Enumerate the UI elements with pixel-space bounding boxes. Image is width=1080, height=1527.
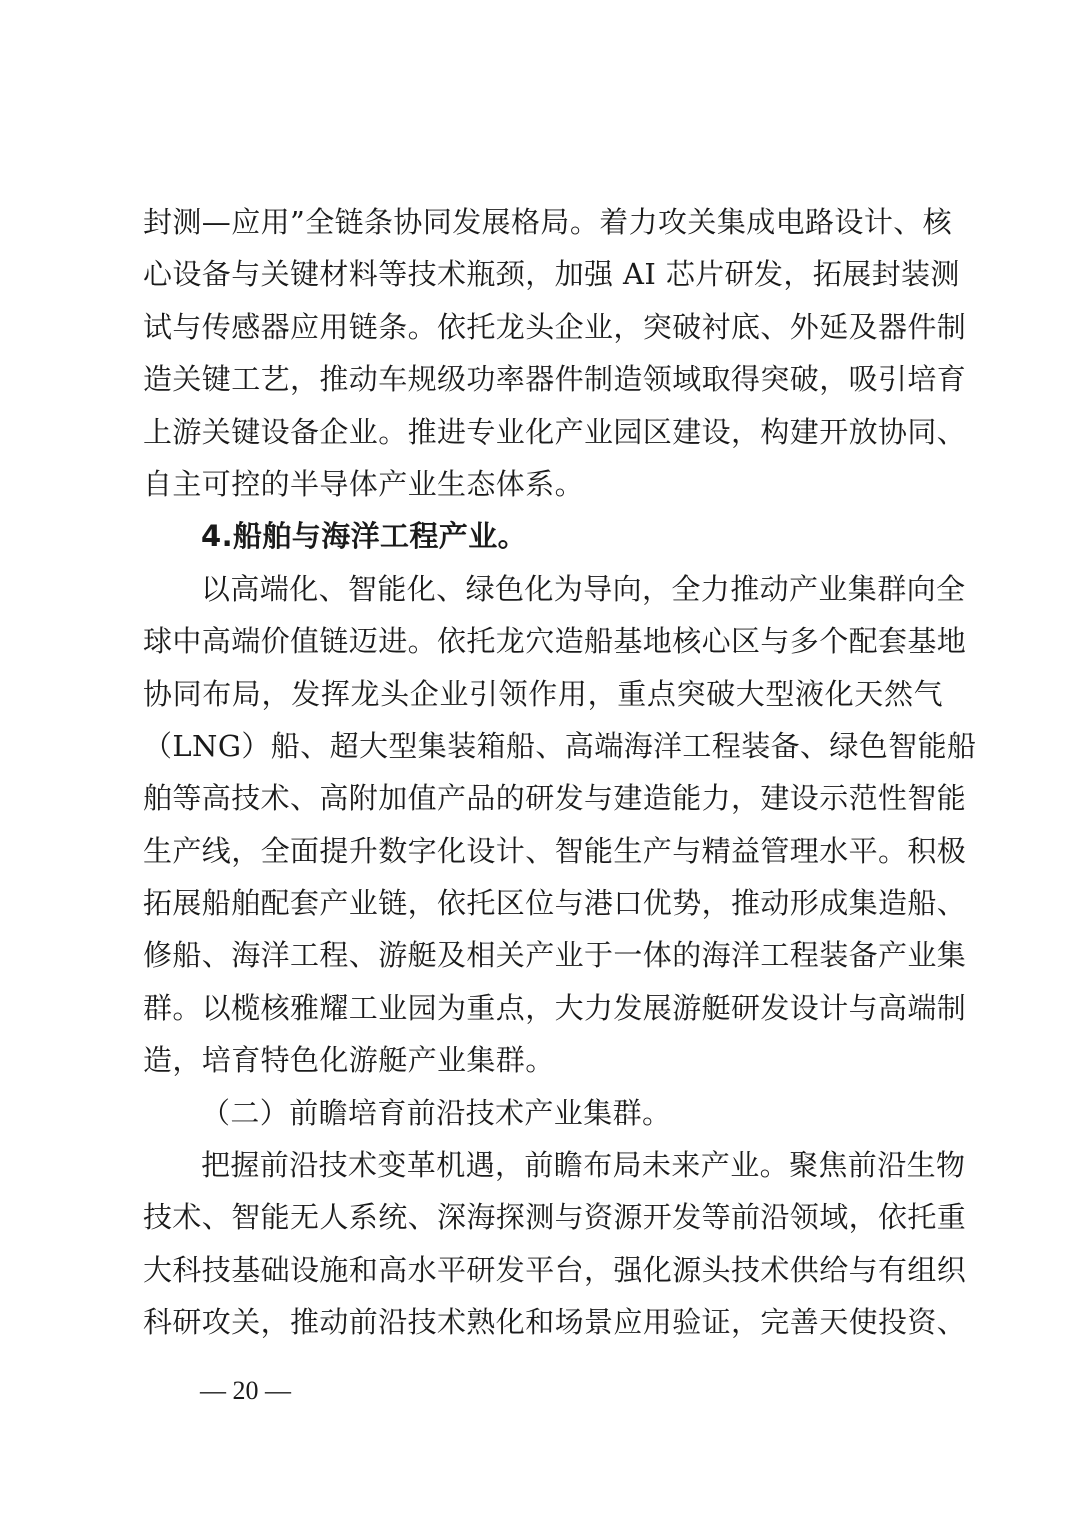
text-line: 生产线，全面提升数字化设计、智能生产与精益管理水平。积极 (143, 833, 967, 868)
text-line: 把握前沿技术变革机遇，前瞻布局未来产业。聚焦前沿生物 (201, 1148, 966, 1183)
page-number: — 20 — (200, 1376, 291, 1405)
text-line: 大科技基础设施和高水平研发平台，强化源头技术供给与有组织 (143, 1252, 967, 1287)
text-line: 舶等高技术、高附加值产品的研发与建造能力，建设示范性智能 (143, 781, 967, 816)
text-line: 造关键工艺，推动车规级功率器件制造领域取得突破，吸引培育 (143, 362, 967, 397)
text-line: 群。以榄核雅耀工业园为重点，大力发展游艇研发设计与高端制 (143, 990, 967, 1025)
text-line: 技术、智能无人系统、深海探测与资源开发等前沿领域，依托重 (143, 1200, 967, 1235)
text-line: 修船、海洋工程、游艇及相关产业于一体的海洋工程装备产业集 (143, 938, 967, 973)
text-line: 试与传感器应用链条。依托龙头企业，突破衬底、外延及器件制 (143, 309, 967, 344)
text-line: 封测—应用”全链条协同发展格局。着力攻关集成电路设计、核 (143, 205, 953, 239)
text-line: 科研攻关，推动前沿技术熟化和场景应用验证，完善天使投资、 (143, 1305, 967, 1340)
text-line: 以高端化、智能化、绿色化为导向，全力推动产业集群向全 (201, 571, 966, 606)
text-line: 拓展船舶配套产业链，依托区位与港口优势，推动形成集造船、 (143, 886, 967, 921)
text-line: （LNG）船、超大型集装箱船、高端海洋工程装备、绿色智能船 (143, 728, 977, 763)
text-line: 上游关键设备企业。推进专业化产业园区建设，构建开放协同、 (143, 414, 967, 449)
text-line: 心设备与关键材料等技术瓶颈，加强 AI 芯片研发，拓展封装测 (143, 257, 960, 292)
body-text (143, 196, 977, 1349)
text-line: 球中高端价值链迈进。依托龙穴造船基地核心区与多个配套基地 (143, 624, 967, 659)
section-heading: 4.船舶与海洋工程产业。 (201, 519, 527, 554)
section-heading: （二）前瞻培育前沿技术产业集群。 (201, 1095, 672, 1130)
text-line: 造，培育特色化游艇产业集群。 (143, 1043, 555, 1078)
text-line: 协同布局，发挥龙头企业引领作用，重点突破大型液化天然气 (143, 676, 943, 711)
text-line: 自主可控的半导体产业生态体系。 (143, 466, 585, 501)
